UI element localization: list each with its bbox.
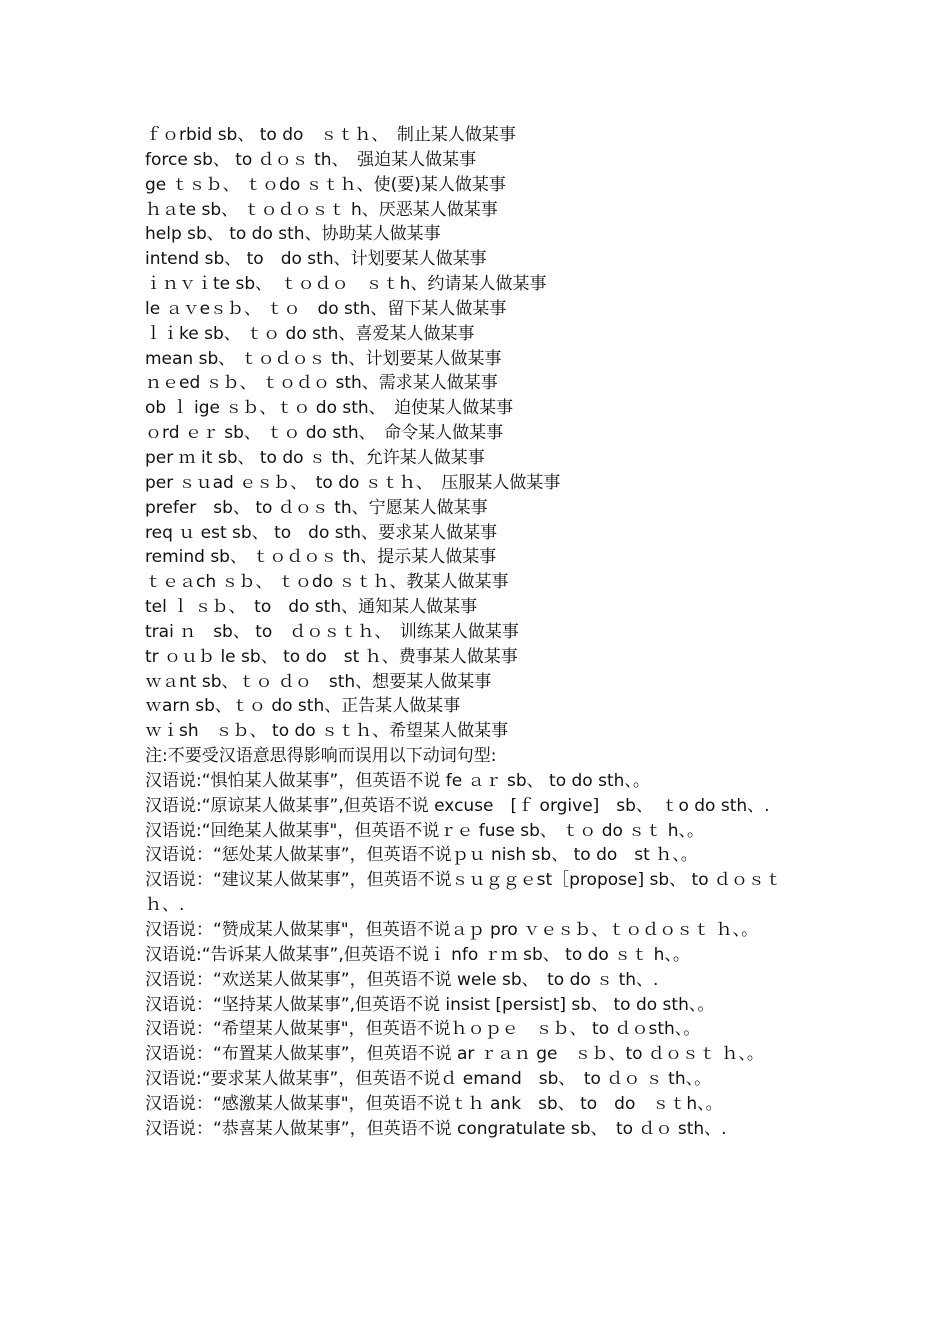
verb-entry: ｉｎｖｉte sb、 ｔｏｄｏ ｓｔh、约请某人做某事 [145,274,547,295]
verb-entry: tel ｌ ｓｂ、 to do sth、通知某人做某事 [145,597,478,618]
note-entry: 汉语说：“感激某人做某事"，但英语不说ｔｈ ank sb、 to do ｓｔh、。 [145,1093,723,1114]
verb-entry: ｎｅed ｓｂ、 ｔｏｄｏ sth、需求某人做某事 [145,373,498,394]
verb-entry: trai ｎ sb、 to ｄｏｓｔｈ、 训练某人做某事 [145,621,519,642]
verb-entry: ｗarn sb、ｔｏ do sth、正告某人做某事 [145,696,461,717]
note-entry: 汉语说：“恭喜某人做某事”，但英语不说 congratulate sb、 to ｄｏ sth、. [145,1118,727,1139]
note-entry: 汉语说：“赞成某人做某事"，但英语不说ａｐ pro ｖｅｓｂ、ｔｏｄｏｓｔ ｈ、。 [145,920,759,940]
verb-entry: req ｕ est sb、 to do sth、要求某人做某事 [145,522,498,543]
note-entry: 汉语说：“希望某人做某事"，但英语不说ｈｏｐｅ ｓｂ、 to ｄｏsth、。 [145,1019,701,1040]
verb-entry: ｆｏrbid sb、 to do ｓｔｈ、 制止某人做某事 [145,125,516,145]
note-entry: 汉语说:“惧怕某人做某事”，但英语不说 fe ａｒ sb、 to do sth、。 [145,770,650,791]
note-entry: 汉语说：“布置某人做某事”，但英语不说 ar ｒａｎ ge ｓｂ、to ｄｏｓｔ ｈ、。 [145,1044,764,1065]
verb-entry: ob ｌ ige ｓｂ、ｔｏ do sth、 迫使某人做某事 [145,398,514,419]
verb-entry: ｗａnt sb、ｔｏ ｄｏ sth、想要某人做某事 [145,671,492,692]
misuse-notes-list [145,769,805,1142]
verb-entry: mean sb、 ｔｏｄｏｓ th、计划要某人做某事 [145,348,502,369]
verb-entry: per ｓｕad ｅｓｂ、 to do ｓｔｈ、 压服某人做某事 [145,472,561,493]
verb-entry: ｏrd ｅｒ sb、 ｔｏ do sth、 命令某人做某事 [145,423,504,444]
verb-entry: ge ｔｓｂ、 ｔｏdo ｓｔｈ、使(要)某人做某事 [145,174,506,195]
note-entry: 汉语说:“要求某人做某事”，但英语不说ｄ emand sb、 to ｄｏ ｓ th、。 [145,1069,712,1090]
verb-entry: tr ｏｕｂ le sb、 to do st ｈ、费事某人做某事 [145,646,518,667]
note-entry: 汉语说：“惩处某人做某事”，但英语不说ｐｕ nish sb、 to do st ｈ、。 [145,845,698,866]
note-entry: 汉语说：“欢送某人做某事”，但英语不说 wele sb、 to do ｓ th、. [145,969,659,990]
verb-entry: remind sb、 ｔｏｄｏｓ th、提示某人做某事 [145,547,497,568]
verb-entry: force sb、 to ｄｏｓ th、 强迫某人做某事 [145,149,477,170]
verb-entry: per ｍ it sb、 to do ｓ th、允许某人做某事 [145,447,485,468]
verb-entry: ｗｉsh ｓｂ、 to do ｓｔｈ、希望某人做某事 [145,721,509,742]
note-entry: 汉语说：“建议某人做某事”，但英语不说ｓｕｇｇｅst［propose] sb、 to ｄｏｓｔｈ、. [145,870,783,916]
verb-entry: le ａｖeｓｂ、 ｔｏ do sth、留下某人做某事 [145,298,507,319]
note-entry: 汉语说：“坚持某人做某事”,但英语不说 insist [persist] sb、 to do sth、。 [145,994,715,1015]
verb-entry: ｌｉke sb、 ｔｏ do sth、喜爱某人做某事 [145,323,475,344]
verb-entry: intend sb、 to do sth、计划要某人做某事 [145,249,487,270]
verb-entry: help sb、 to do sth、协助某人做某事 [145,224,441,245]
verb-pattern-list [145,123,805,744]
note-title: 注:不要受汉语意思得影响而误用以下动词句型: [145,746,497,767]
note-entry: 汉语说:“告诉某人做某事”,但英语不说ｉ nfo ｒｍ sb、 to do ｓｔ h、。 [145,944,690,965]
note-entry: 汉语说:“回绝某人做某事"，但英语不说ｒｅ fuse sb、 ｔｏ do ｓｔ h、。 [145,820,704,841]
verb-entry: prefer sb、 to ｄｏｓ th、宁愿某人做某事 [145,497,488,518]
note-entry: 汉语说:“原谅某人做某事”,但英语不说 excuse [ｆ orgive] sb、 ｔo do sth、. [145,795,770,816]
verb-entry: ｔｅａch ｓｂ、 ｔｏdo ｓｔｈ、教某人做某事 [145,572,509,593]
verb-entry: ｈａte sb、 ｔｏｄｏｓｔ h、厌恶某人做某事 [145,199,498,220]
document-page [145,123,805,1142]
